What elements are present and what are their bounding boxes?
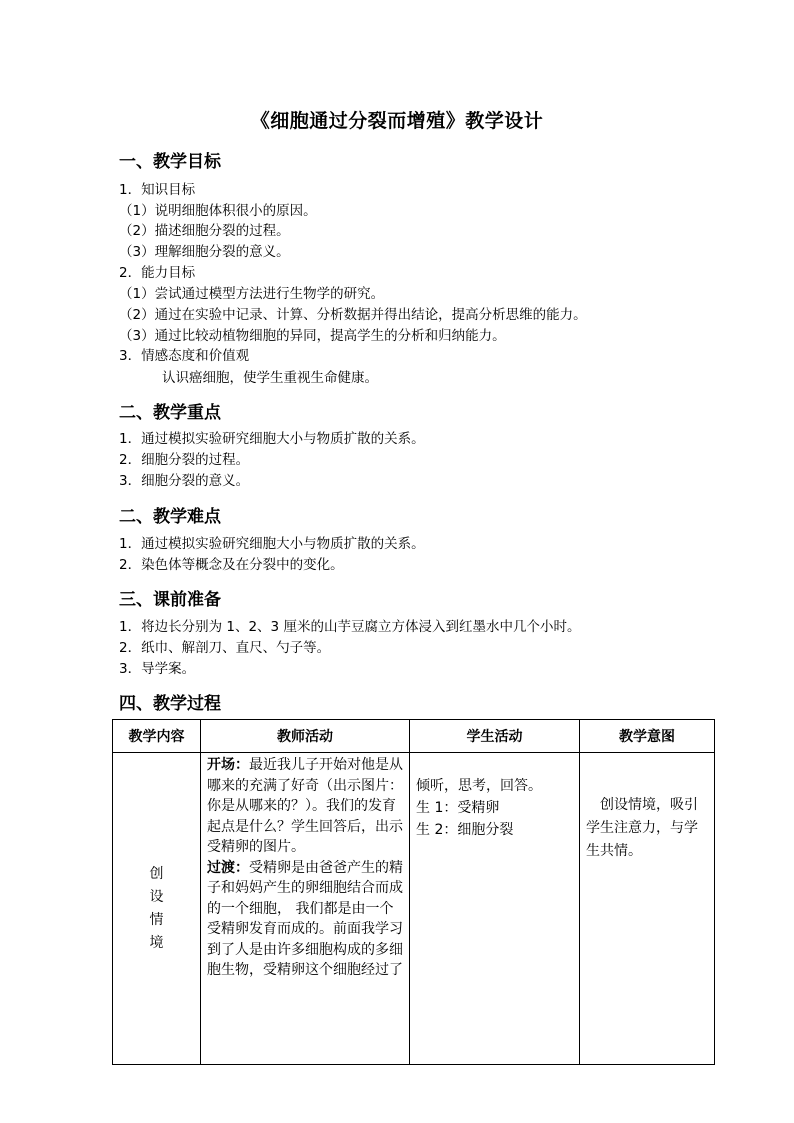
preparation-line: 1．将边长分别为 1、2、3 厘米的山芋豆腐立方体浸入到红墨水中几个小时。 bbox=[119, 619, 581, 635]
teacher-text-opening: 最近我儿子开始对他是从哪来的充满了好奇（出示图片：你是从哪来的？）。我们的发育起点是什么？学生回答后，出示受精卵的图片。 bbox=[207, 757, 403, 855]
table-row bbox=[113, 753, 715, 1065]
section-heading-goals: 一、教学目标 bbox=[119, 152, 221, 172]
student-line: 生 2：细胞分裂 bbox=[416, 822, 514, 838]
section-heading-key-points: 二、教学重点 bbox=[119, 403, 221, 423]
preparation-line: 2．纸巾、解剖刀、直尺、勺子等。 bbox=[119, 640, 331, 656]
goals-line: （2）通过在实验中记录、计算、分析数据并得出结论，提高分析思维的能力。 bbox=[119, 307, 587, 323]
content-cell bbox=[113, 753, 201, 1065]
header-teacher-activity: 教师活动 bbox=[201, 720, 410, 753]
content-char: 境 bbox=[149, 934, 164, 951]
student-line: 生 1：受精卵 bbox=[416, 800, 500, 816]
teacher-activity-cell bbox=[201, 753, 410, 1065]
preparation-line: 3．导学案。 bbox=[119, 661, 196, 677]
teacher-label-opening: 开场： bbox=[207, 757, 249, 773]
header-content: 教学内容 bbox=[113, 720, 201, 753]
section-heading-preparation: 三、课前准备 bbox=[119, 590, 221, 610]
content-char: 设 bbox=[149, 888, 164, 905]
difficulties-line: 2．染色体等概念及在分裂中的变化。 bbox=[119, 557, 344, 573]
key-points-line: 3．细胞分裂的意义。 bbox=[119, 473, 250, 489]
goals-line: （3）通过比较动植物细胞的异同，提高学生的分析和归纳能力。 bbox=[119, 328, 506, 344]
student-line: 倾听，思考，回答。 bbox=[416, 778, 542, 794]
section-heading-difficulties: 二、教学难点 bbox=[119, 507, 221, 527]
goals-line: （1）尝试通过模型方法进行生物学的研究。 bbox=[119, 286, 385, 302]
goals-line: 2．能力目标 bbox=[119, 265, 196, 281]
table-header-row bbox=[113, 720, 715, 753]
header-intent: 教学意图 bbox=[580, 720, 715, 753]
document-title: 《细胞通过分裂而增殖》教学设计 bbox=[250, 110, 544, 132]
header-student-activity: 学生活动 bbox=[410, 720, 580, 753]
difficulties-line: 1．通过模拟实验研究细胞大小与物质扩散的关系。 bbox=[119, 536, 425, 552]
key-points-line: 1．通过模拟实验研究细胞大小与物质扩散的关系。 bbox=[119, 431, 425, 447]
goals-line: 1．知识目标 bbox=[119, 182, 196, 198]
teacher-text-transition: 受精卵是由爸爸产生的精子和妈妈产生的卵细胞结合而成的一个细胞， 我们都是由一个受精卵发育而成的。前面我学习到了人是由许多细胞构成的多细胞生物，受精卵这个细胞经过了 bbox=[207, 859, 403, 978]
teaching-process-table bbox=[112, 719, 715, 1065]
content-char: 情 bbox=[149, 911, 164, 928]
content-char: 创 bbox=[149, 865, 164, 882]
goals-line: （3）理解细胞分裂的意义。 bbox=[119, 244, 290, 260]
teacher-label-transition: 过渡： bbox=[207, 859, 249, 876]
intent-cell: 创设情境，吸引学生注意力，与学生共情。 bbox=[580, 753, 715, 1065]
section-heading-process: 四、教学过程 bbox=[119, 694, 221, 714]
goals-line: 3．情感态度和价值观 bbox=[119, 348, 250, 364]
goals-line: （1）说明细胞体积很小的原因。 bbox=[119, 203, 317, 219]
key-points-line: 2．细胞分裂的过程。 bbox=[119, 452, 250, 468]
student-activity-cell bbox=[410, 753, 580, 1065]
goals-line: 认识癌细胞，使学生重视生命健康。 bbox=[162, 370, 378, 386]
goals-line: （2）描述细胞分裂的过程。 bbox=[119, 223, 290, 239]
